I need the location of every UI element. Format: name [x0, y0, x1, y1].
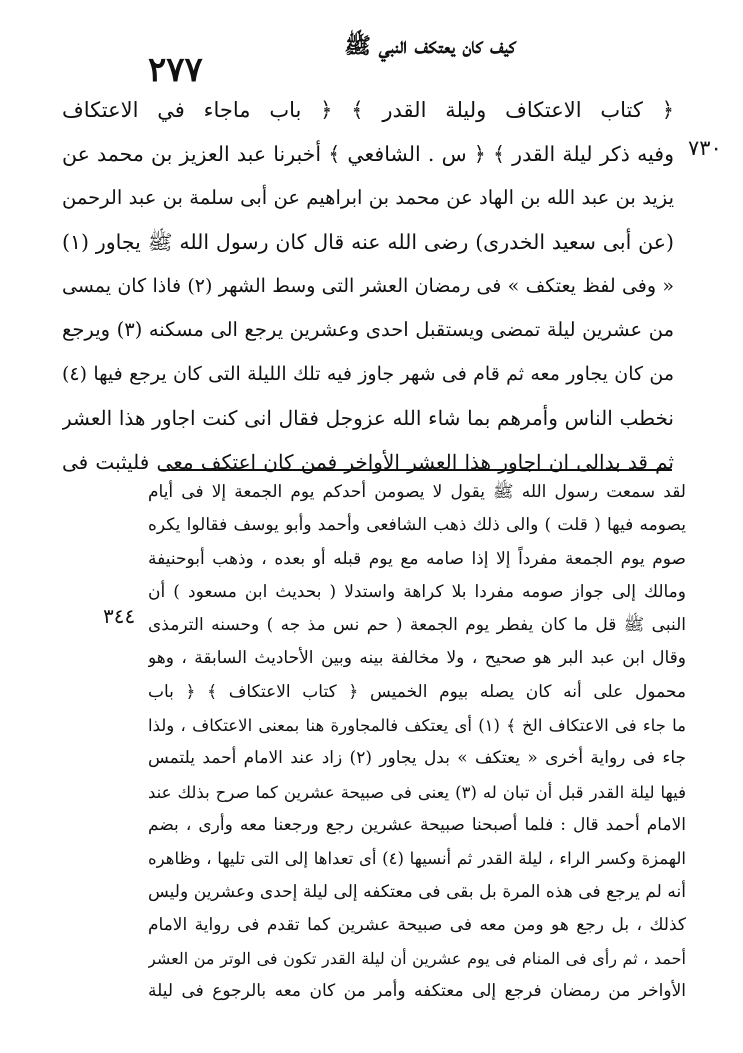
hadith-number-footnote: ٣٤٤ [103, 604, 136, 628]
page-number: ٢٧٧ [148, 50, 203, 90]
footnote-line: النبى ﷺ قل ما كان يفطر يوم الجمعة ( حم نس مذ جه ) وحسنه الترمذى [148, 615, 686, 636]
hadith-number: ٧٣٠ [688, 136, 722, 160]
footnote-line: لقد سمعت رسول الله ﷺ يقول لا يصومن أحدكم يوم الجمعة إلا فى أيام [148, 482, 686, 502]
footnote-line: جاء فى رواية أخرى « يعتكف » بدل يجاور (٢) زاد عند الامام أحمد يلتمس [148, 748, 686, 769]
footnote-line: الهمزة وكسر الراء ، ليلة القدر ثم أنسيها (٤) أى تعداها إلى التى تليها ، وظاهره [148, 849, 686, 869]
footnote-line: صوم يوم الجمعة مفرداً إلا إذا صامه مع يوم قبله أو بعده ، وذهب أبوحنيفة [148, 548, 686, 569]
footnote-line: الأواخر من رمضان فرجع إلى معتكفه وأمر من كان معه بالرجوع فى ليلة [148, 981, 686, 1002]
footnote-line: يصومه فيها ( قلت ) والى ذلك ذهب الشافعى وأحمد وأبو يوسف فقالوا يكره [148, 515, 686, 536]
main-line: وفيه ذكر ليلة القدر ﴾ ﴿ س . الشافعي ﴾ أخبرنا عبد العزيز بن محمد عن [62, 142, 674, 166]
main-line: من كان يجاور معه ثم قام فى شهر جاوز فيه تلك الليلة التى كان يرجع فيها (٤) [62, 363, 674, 385]
footnote-line: الامام أحمد قال : فلما أصبحنا صبيحة عشرين رجع ورجعنا معه وأرى ، بضم [148, 814, 686, 835]
footnote-line: محمول على أنه كان يصله بيوم الخميس ﴿ كتاب الاعتكاف ﴾ ﴿ باب [148, 681, 686, 702]
main-line: « وفى لفظ يعتكف » فى رمضان العشر التى وسط الشهر (٢) فاذا كان يمسى [62, 275, 674, 297]
main-line: من عشرين ليلة تمضى ويستقبل احدى وعشرين يرجع الى مسكنه (٣) ويرجع [62, 318, 674, 341]
main-line: ﴿ كتاب الاعتكاف وليلة القدر ﴾ ﴿ باب ماجاء في الاعتكاف [62, 98, 674, 122]
footnote-line: فيها ليلة القدر قبل أن تبان له (٣) يعنى فى صبيحة عشرين كما صرح بذلك عند [148, 782, 686, 802]
footnotes [148, 476, 686, 1009]
running-header: كيف كان يعتكف النبي ﷺ [344, 33, 516, 59]
footnote-divider [160, 469, 672, 471]
main-line: (عن أبى سعيد الخدرى) رضى الله عنه قال كان رسول الله ﷺ يجاور (١) [62, 230, 674, 254]
footnote-line: أنه لم يرجع فى هذه المرة بل بقى فى معتكفه إلى ليلة إحدى وعشرين وليس [148, 881, 686, 902]
main-line: يزيد بن عبد الله بن الهاد عن محمد بن ابراهيم عن أبى سلمة بن عبد الرحمن [62, 186, 674, 209]
main-text [62, 88, 674, 484]
main-line: ثم قد بدالى ان اجاور هذا العشر الأواخر فمن كان اعتكف معى فليثبت فى [62, 450, 674, 474]
footnote-line: أحمد ، ثم رأى فى المنام فى يوم عشرين أن ليلة القدر تكون فى الوتر من العشر [148, 949, 686, 969]
footnote-line: ومالك إلى جواز صومه مفردا بلا كراهة واستدلا ( بحديث ابن مسعود ) أن [148, 581, 686, 602]
footnote-line: وقال ابن عبد البر هو صحيح ، ولا مخالفة بينه وبين الأحاديث السابقة ، وهو [148, 648, 686, 669]
main-line: نخطب الناس وأمرهم بما شاء الله عزوجل فقال انى كنت اجاور هذا العشر [62, 406, 674, 430]
footnote-line: ما جاء فى الاعتكاف الخ ﴾ (١) أى يعتكف فالمجاورة هنا بمعنى الاعتكاف ، ولذا [148, 716, 686, 736]
footnote-line: كذلك ، بل رجع هو ومن معه فى صبيحة عشرين كما تقدم فى رواية الامام [148, 914, 686, 935]
